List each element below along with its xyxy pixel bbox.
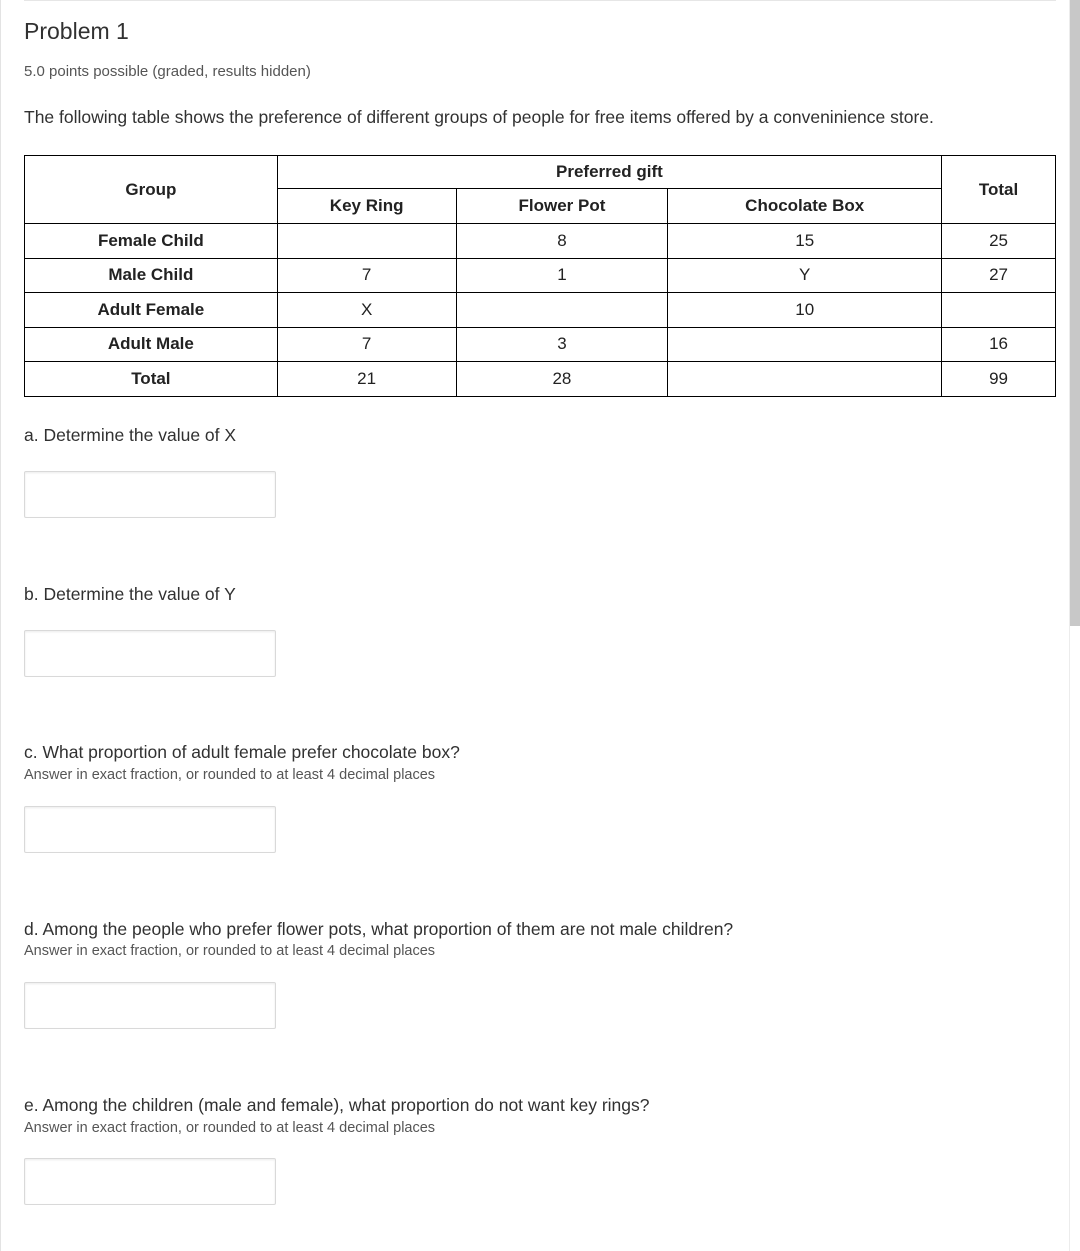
column-header: Key Ring	[277, 189, 456, 224]
answer-e-input[interactable]	[24, 1158, 276, 1205]
column-header: Chocolate Box	[668, 189, 942, 224]
total-header: Total	[942, 156, 1056, 224]
table-cell	[277, 224, 456, 259]
page-left-border	[0, 0, 1, 1251]
table-cell: 15	[668, 224, 942, 259]
group-header: Group	[25, 156, 278, 224]
question-d-text: d. Among the people who prefer flower pots, what proportion of them are not male children?	[24, 919, 734, 939]
question-d-hint: Answer in exact fraction, or rounded to at least 4 decimal places	[24, 943, 436, 959]
row-total: 27	[942, 258, 1056, 293]
table-cell: 1	[456, 258, 668, 293]
points-info: 5.0 points possible (graded, results hidden)	[24, 63, 311, 80]
row-label: Male Child	[25, 258, 278, 293]
preference-table	[24, 155, 1056, 397]
row-total: 99	[942, 362, 1056, 397]
column-header: Flower Pot	[456, 189, 668, 224]
row-label: Total	[25, 362, 278, 397]
row-label: Adult Female	[25, 293, 278, 328]
table-cell: 10	[668, 293, 942, 328]
table-cell: 28	[456, 362, 668, 397]
preferred-gift-header: Preferred gift	[277, 156, 941, 189]
answer-b-input[interactable]	[24, 630, 276, 677]
scrollbar-track[interactable]	[1069, 0, 1080, 1251]
question-b-text: b. Determine the value of Y	[24, 584, 236, 604]
table-row	[25, 258, 1056, 293]
question-e-hint: Answer in exact fraction, or rounded to at least 4 decimal places	[24, 1120, 436, 1136]
problem-title: Problem 1	[24, 18, 129, 44]
table-cell: 8	[456, 224, 668, 259]
table-cell: X	[277, 293, 456, 328]
row-total: 16	[942, 327, 1056, 362]
table-cell: 3	[456, 327, 668, 362]
row-total	[942, 293, 1056, 328]
answer-c-input[interactable]	[24, 806, 276, 853]
table-cell	[668, 362, 942, 397]
table-cell	[668, 327, 942, 362]
table-cell: Y	[668, 258, 942, 293]
question-a-text: a. Determine the value of X	[24, 425, 237, 445]
answer-a-input[interactable]	[24, 471, 276, 518]
row-label: Female Child	[25, 224, 278, 259]
table-header-row	[25, 156, 1056, 189]
row-total: 25	[942, 224, 1056, 259]
table-cell	[456, 293, 668, 328]
answer-d-input[interactable]	[24, 982, 276, 1029]
table-cell: 21	[277, 362, 456, 397]
table-cell: 7	[277, 327, 456, 362]
table-row	[25, 293, 1056, 328]
question-c-hint: Answer in exact fraction, or rounded to at least 4 decimal places	[24, 767, 436, 783]
table-total-row	[25, 362, 1056, 397]
table-row	[25, 224, 1056, 259]
question-e-text: e. Among the children (male and female), what proportion do not want key rings?	[24, 1095, 650, 1115]
problem-intro: The following table shows the preference of different groups of people for free items offered by a conveninience store.	[24, 107, 934, 127]
table-cell: 7	[277, 258, 456, 293]
scrollbar-thumb[interactable]	[1070, 0, 1080, 626]
question-c-text: c. What proportion of adult female prefer chocolate box?	[24, 742, 460, 762]
row-label: Adult Male	[25, 327, 278, 362]
page-top-divider	[24, 0, 1056, 1]
table-row	[25, 327, 1056, 362]
